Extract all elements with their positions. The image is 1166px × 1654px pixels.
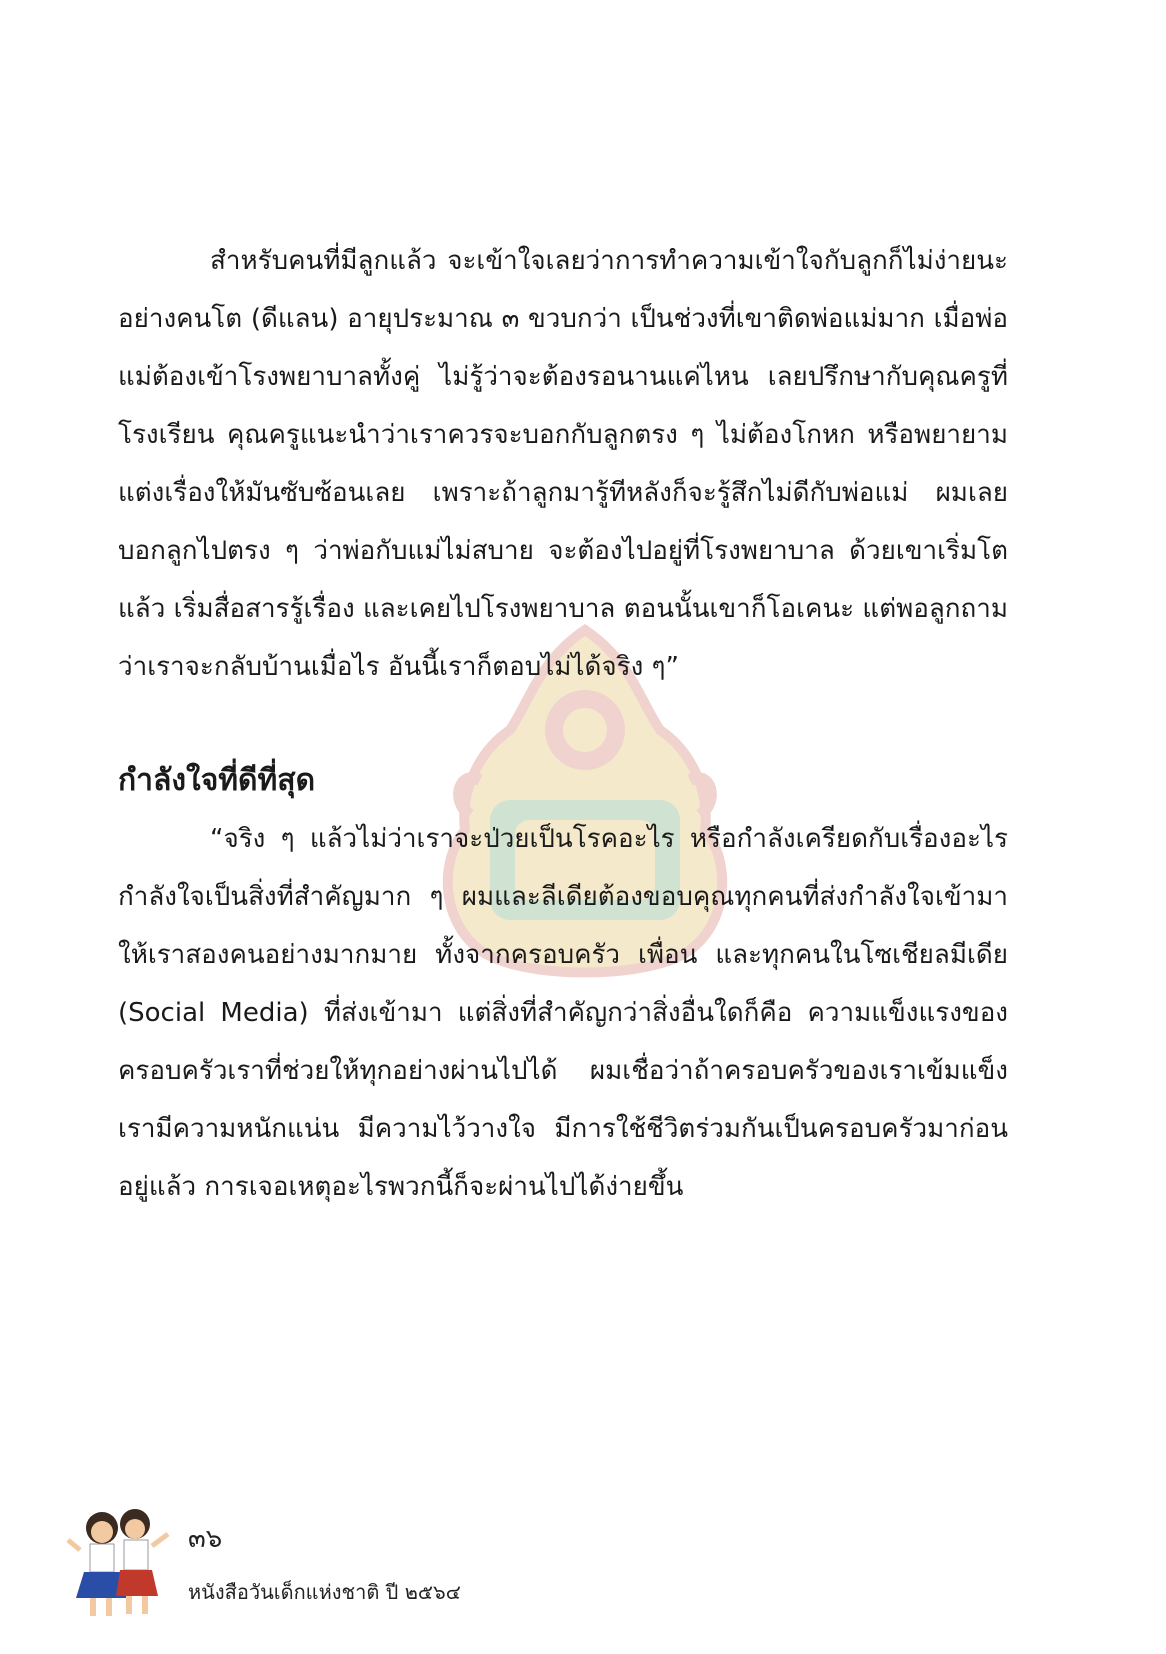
paragraph-2: “จริง ๆ แล้วไม่ว่าเราจะป่วยเป็นโรคอะไร หรือกำลังเครียดกับเรื่องอะไร กำลังใจเป็นสิ่งที่สำคัญมาก ๆ ผมและลีเดียต้องขอบคุณทุกคนที่ส่งกำลังใจเข้ามาให้เราสองคนอย่างมากมาย ทั้งจากครอบครัว เพื่อน และทุกคนในโซเชียลมีเดีย (Social Media) ที่ส่งเข้ามา แต่สิ่งที่สำคัญกว่าสิ่งอื่นใดก็คือ ความแข็งแรงของครอบครัวเราที่ช่วยให้ทุกอย่างผ่านไปได้ ผมเชื่อว่าถ้าครอบครัวของเราเข้มแข็ง เรามีความหนักแน่น มีความไว้วางใจ มีการใช้ชีวิตร่วมกันเป็นครอบครัวมาก่อนอยู่แล้ว การเจอเหตุอะไรพวกนี้ก็จะผ่านไปได้ง่ายขึ้น: [118, 824, 1008, 1202]
paragraph-1: สำหรับคนที่มีลูกแล้ว จะเข้าใจเลยว่าการทำความเข้าใจกับลูกก็ไม่ง่ายนะ อย่างคนโต (ดีแลน) อายุประมาณ ๓ ขวบกว่า เป็นช่วงที่เขาติดพ่อแม่มาก เมื่อพ่อแม่ต้องเข้าโรงพยาบาลทั้งคู่ ไม่รู้ว่าจะต้องรอนานแค่ไหน เลยปรึกษากับคุณครูที่โรงเรียน คุณครูแนะนำว่าเราควรจะบอกกับลูกตรง ๆ ไม่ต้องโกหก หรือพยายามแต่งเรื่องให้มันซับซ้อนเลย เพราะถ้าลูกมารู้ทีหลังก็จะรู้สึกไม่ดีกับพ่อแม่ ผมเลยบอกลูกไปตรง ๆ ว่าพ่อกับแม่ไม่สบาย จะต้องไปอยู่ที่โรงพยาบาล ด้วยเขาเริ่มโตแล้ว เริ่มสื่อสารรู้เรื่อง และเคยไปโรงพยาบาล ตอนนั้นเขาก็โอเคนะ แต่พอลูกถามว่าเราจะกลับบ้านเมื่อไร อันนี้เราก็ตอบไม่ได้จริง ๆ”: [118, 246, 1008, 682]
section-heading: กำลังใจที่ดีที่สุด: [118, 763, 316, 798]
page-number: ๓๖: [188, 1524, 223, 1554]
book-title: หนังสือวันเด็กแห่งชาติ ปี ๒๕๖๔: [188, 1580, 461, 1604]
children-running-icon: [60, 1500, 175, 1625]
page-footer: [60, 1500, 560, 1630]
article-body: [118, 232, 1008, 1216]
